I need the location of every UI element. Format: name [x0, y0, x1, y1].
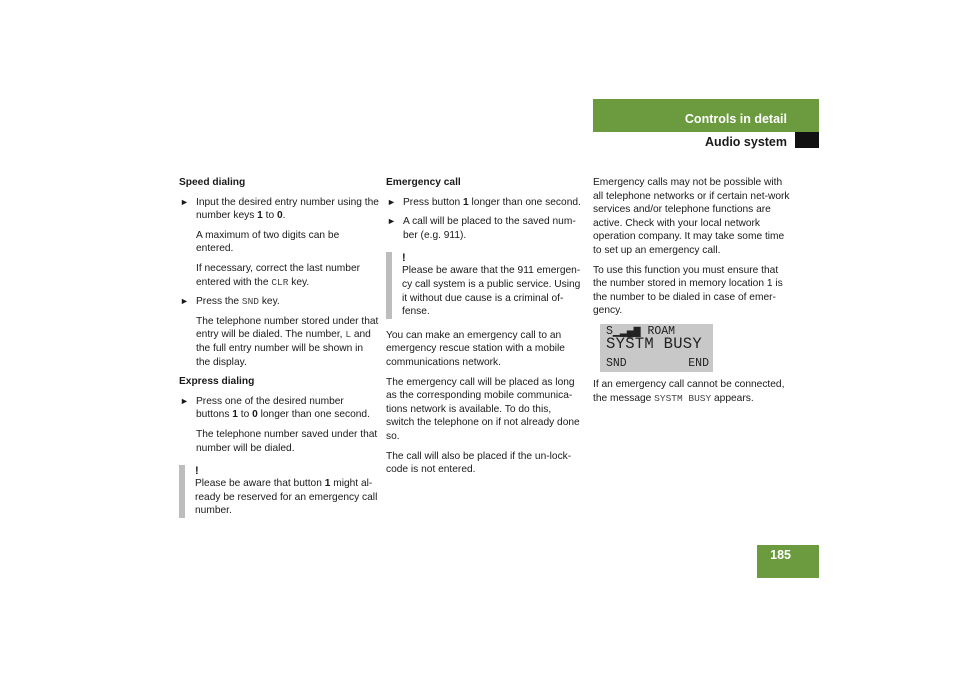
column-3 — [593, 176, 791, 411]
key-label: 1 — [257, 210, 263, 222]
text: longer than one second. — [468, 196, 581, 208]
text: key. — [288, 276, 310, 288]
key-label: 1 — [324, 478, 331, 490]
display-softkey-left: SND — [606, 356, 627, 370]
paragraph: The telephone number saved under that number will be dialed. — [196, 428, 378, 454]
triangle-right-icon: ► — [387, 216, 396, 227]
display-softkey-right: END — [688, 356, 709, 370]
key-label: 1 — [232, 409, 238, 421]
paragraph — [593, 378, 791, 405]
exclamation-icon: ! — [195, 465, 199, 478]
text: Press the — [196, 296, 242, 308]
section-title: Controls in detail — [684, 112, 787, 126]
page-number: 185 — [770, 548, 791, 562]
paragraph — [179, 315, 379, 369]
header-marker — [795, 132, 819, 148]
paragraph: The call will also be placed if the un-lock-code is not entered. — [386, 450, 572, 476]
key-label: 0 — [277, 210, 283, 222]
triangle-right-icon: ► — [180, 296, 189, 307]
display-code: L — [345, 329, 352, 341]
text: to — [262, 210, 277, 222]
triangle-right-icon: ► — [387, 196, 396, 207]
text: might al-ready be reserved for an emergency call number. — [195, 478, 378, 517]
list-item — [179, 295, 379, 309]
text: Input the desired entry number using the number keys — [196, 196, 379, 222]
paragraph: The emergency call will be placed as long as the corresponding mobile communica-tions network is available. To do this, switch the telephone on if not already done so. — [386, 376, 580, 442]
list-item — [386, 215, 582, 242]
text: key. — [258, 296, 280, 308]
key-label: 1 — [463, 196, 469, 208]
text: Press button — [403, 196, 464, 208]
text: Press one of the desired number buttons — [196, 395, 344, 421]
paragraph: To use this function you must ensure that the number stored in memory location 1 is the number to be dialed in case of emer-gency. — [593, 264, 783, 317]
text: and the full entry number will be shown in the display. — [196, 329, 371, 368]
list-item — [386, 196, 582, 210]
text: If an emergency call cannot be connected, the message — [593, 378, 785, 404]
exclamation-icon: ! — [402, 252, 406, 265]
note-text — [195, 477, 379, 518]
speed-dialing-heading: Speed dialing — [179, 177, 246, 188]
text: to — [237, 409, 253, 421]
text: Please be aware that button — [195, 478, 325, 490]
list-item — [179, 196, 379, 223]
emergency-call-heading: Emergency call — [386, 177, 461, 188]
note-box — [386, 252, 582, 318]
text: The telephone number stored under that entry will be dialed. The number, — [196, 315, 379, 341]
express-dialing-heading: Express dialing — [179, 376, 255, 388]
display-status-row: S▁▂▄▆ ROAM — [606, 324, 676, 338]
column-2 — [386, 176, 582, 483]
list-item — [179, 395, 379, 422]
key-label: 0 — [252, 409, 258, 421]
note-box — [179, 465, 379, 518]
text: A call will be placed to the saved num-ber (e.g. 911). — [403, 216, 576, 241]
paragraph: You can make an emergency call to an emergency rescue station with a mobile communications network. — [386, 329, 565, 368]
note-text: Please be aware that the 911 emergen-cy call system is a public service. Using it without due cause is a criminal of-fense. — [402, 265, 581, 318]
column-1 — [179, 176, 379, 528]
triangle-right-icon: ► — [180, 395, 189, 406]
text: appears. — [711, 392, 754, 404]
display-message: SYSTM BUSY — [606, 334, 703, 353]
text: If necessary, correct the last number entered with the — [196, 262, 361, 288]
display-illustration — [600, 324, 713, 372]
text: . — [282, 210, 286, 222]
text: longer than one second. — [257, 409, 370, 421]
paragraph: A maximum of two digits can be entered. — [196, 229, 340, 255]
display-code: CLR — [271, 276, 289, 288]
display-code: SND — [241, 296, 259, 308]
subsection-title: Audio system — [705, 135, 787, 149]
paragraph — [179, 262, 379, 289]
triangle-right-icon: ► — [180, 196, 189, 207]
display-code: SYSTM BUSY — [654, 392, 712, 404]
paragraph: Emergency calls may not be possible with all telephone networks or if certain net-work services and/or telephone functions are active. Check with your local network operation company. It may take some time to set up an emergency call. — [593, 177, 790, 256]
